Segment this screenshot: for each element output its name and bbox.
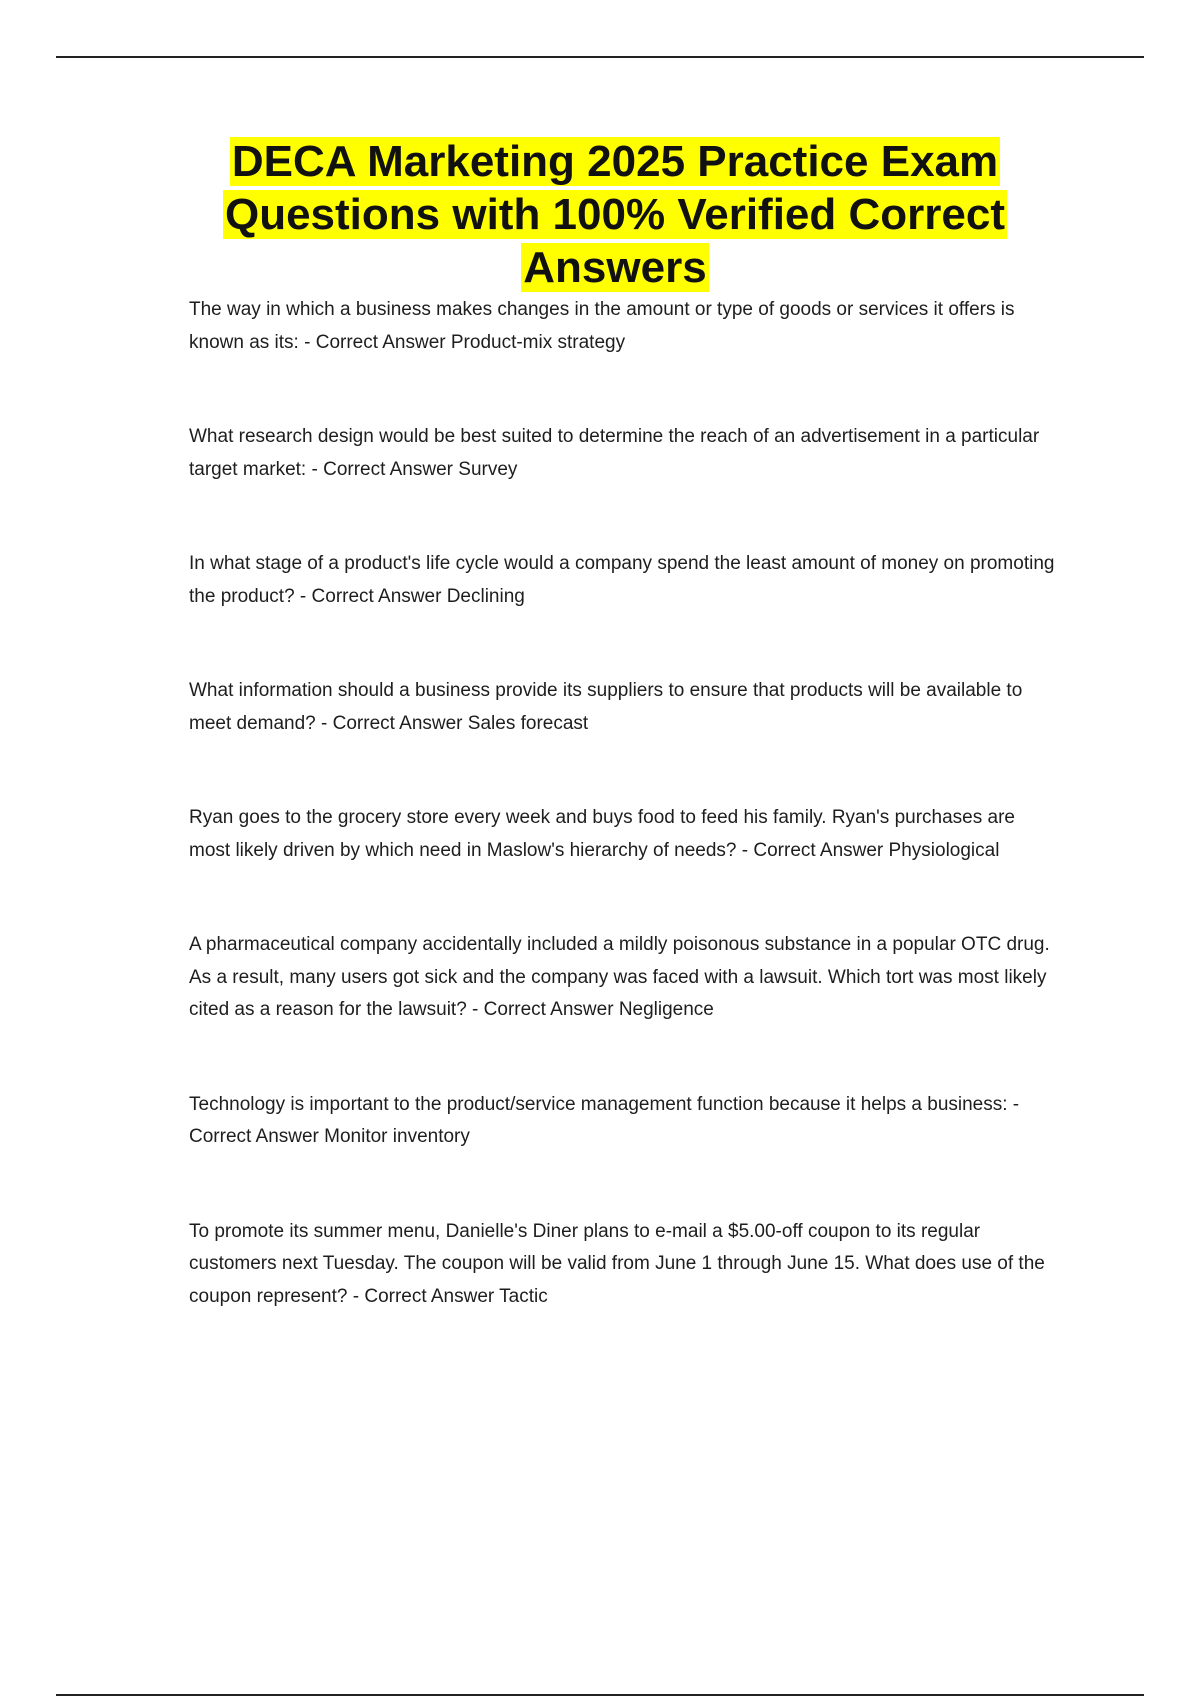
- qa-list: [189, 294, 1059, 1313]
- answer-text: Physiological: [888, 839, 1000, 861]
- answer-label: Correct Answer: [364, 1285, 495, 1307]
- answer-label: Correct Answer: [311, 585, 442, 607]
- qa-item: [189, 548, 1059, 613]
- qa-item: [189, 1216, 1059, 1314]
- answer-separator: -: [306, 458, 324, 480]
- answer-text: Negligence: [618, 999, 714, 1020]
- answer-label: Correct Answer: [315, 331, 446, 353]
- answer-label: Correct Answer: [332, 712, 463, 734]
- answer-separator: -: [294, 585, 312, 607]
- question-text: The way in which a business makes changes in the amount or type of goods or services it offers is known as its:: [189, 299, 1015, 353]
- answer-label: Correct Answer: [323, 458, 453, 480]
- answer-separator: -: [315, 712, 333, 734]
- answer-separator: -: [466, 999, 484, 1020]
- answer-text: Survey: [458, 458, 518, 480]
- answer-label: Correct Answer: [483, 999, 614, 1020]
- question-text: To promote its summer menu, Danielle's Diner plans to e-mail a $5.00-off coupon to its regular customers next Tuesday. The coupon will be valid from June 1 through June 15. What does use of the coupon represent?: [189, 1220, 1045, 1307]
- top-rule: [56, 56, 1144, 58]
- question-text: Technology is important to the product/service management function because it helps a business:: [189, 1093, 1008, 1115]
- qa-item: [189, 675, 1059, 740]
- question-text: Ryan goes to the grocery store every week and buys food to feed his family. Ryan's purchases are most likely driven by which need in Maslow's hierarchy of needs?: [189, 807, 1015, 861]
- question-text: In what stage of a product's life cycle would a company spend the least amount of money on promoting the product?: [189, 553, 1055, 607]
- answer-label: Correct Answer: [753, 839, 884, 861]
- title-block: [150, 135, 1080, 294]
- answer-separator: -: [347, 1285, 365, 1307]
- qa-item: [189, 294, 1059, 359]
- qa-item: [189, 929, 1059, 1027]
- question-text: What research design would be best suited to determine the reach of an advertisement in a particular target market:: [189, 426, 1040, 480]
- bottom-rule: [56, 1694, 1144, 1696]
- answer-label: Correct Answer: [189, 1126, 319, 1147]
- question-text: A pharmaceutical company accidentally included a mildly poisonous substance in a popular OTC drug. As a result, many users got sick and the company was faced with a lawsuit. Which tort was most likely cited as a reason for the lawsuit?: [189, 934, 1050, 1020]
- question-text: What information should a business provide its suppliers to ensure that products will be available to meet demand?: [189, 680, 1023, 734]
- answer-separator: -: [736, 839, 754, 861]
- answer-separator: -: [1007, 1093, 1020, 1115]
- answer-separator: -: [298, 331, 316, 353]
- title-highlight: DECA Marketing 2025 Practice Exam Questions with 100% Verified Correct Answers: [224, 137, 1005, 292]
- answer-text: Monitor inventory: [324, 1126, 470, 1147]
- answer-text: Tactic: [499, 1285, 548, 1307]
- qa-item: [189, 421, 1059, 486]
- document-title: [150, 135, 1080, 294]
- answer-text: Sales forecast: [467, 712, 589, 734]
- answer-text: Declining: [446, 585, 525, 607]
- answer-text: Product-mix strategy: [450, 331, 626, 353]
- qa-item: [189, 802, 1059, 867]
- qa-item: [189, 1089, 1059, 1154]
